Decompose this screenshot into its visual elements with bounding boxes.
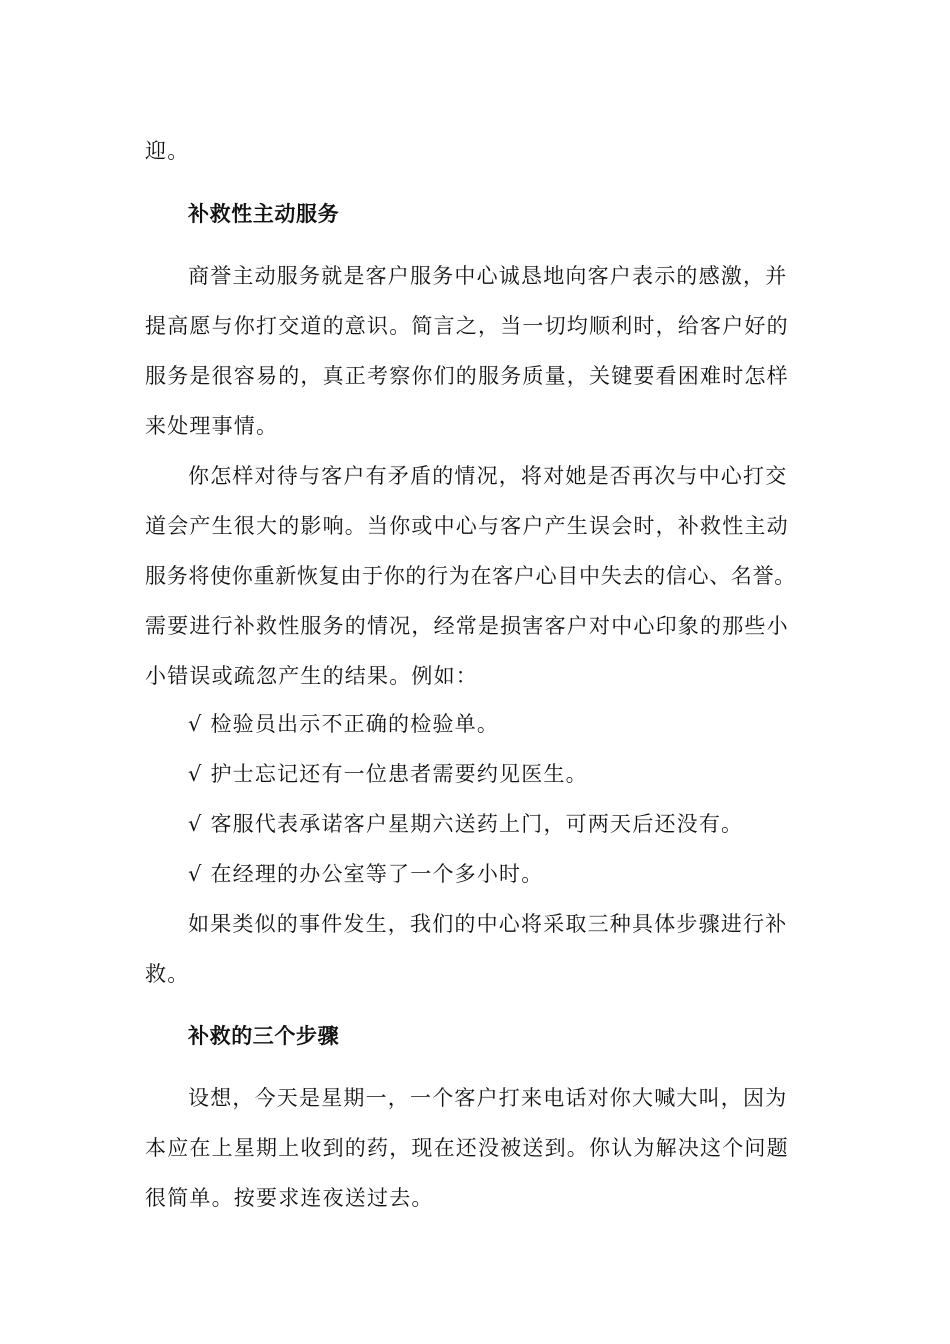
- paragraph-line: 需要进行补救性服务的情况，经常是损害客户对中心印象的那些小: [145, 614, 789, 638]
- paragraph-line: 服务将使你重新恢复由于你的行为在客户心目中失去的信心、名誉。: [145, 564, 796, 588]
- paragraph-line: 道会产生很大的影响。当你或中心与客户产生误会时，补救性主动: [145, 514, 789, 538]
- paragraph-line: 商誉主动服务就是客户服务中心诚恳地向客户表示的感激，并: [188, 264, 788, 288]
- list-item: √ 护士忘记还有一位患者需要约见医生。: [188, 762, 588, 786]
- paragraph-line: 设想，今天是星期一，一个客户打来电话对你大喊大叫，因为: [188, 1086, 788, 1110]
- paragraph-line: 本应在上星期上收到的药，现在还没被送到。你认为解决这个问题: [145, 1136, 789, 1160]
- section-heading: 补救性主动服务: [188, 202, 340, 226]
- paragraph-line: 提高愿与你打交道的意识。简言之，当一切均顺利时，给客户好的: [145, 314, 789, 338]
- paragraph-line: 来处理事情。: [145, 414, 279, 438]
- paragraph-line: 救。: [145, 962, 190, 986]
- list-item: √ 在经理的办公室等了一个多小时。: [188, 862, 544, 886]
- paragraph-line: 服务是很容易的，真正考察你们的服务质量，关键要看困难时怎样: [145, 364, 789, 388]
- paragraph-line: 小错误或疏忽产生的结果。例如：: [145, 664, 478, 688]
- paragraph-line: 你怎样对待与客户有矛盾的情况，将对她是否再次与中心打交: [188, 464, 788, 488]
- paragraph-line: 很简单。按要求连夜送过去。: [145, 1186, 434, 1210]
- list-item: √ 检验员出示不正确的检验单。: [188, 712, 500, 736]
- section-heading: 补救的三个步骤: [188, 1024, 340, 1048]
- paragraph-line: 迎。: [145, 139, 190, 163]
- paragraph-line: 如果类似的事件发生，我们的中心将采取三种具体步骤进行补: [188, 912, 788, 936]
- list-item: √ 客服代表承诺客户星期六送药上门，可两天后还没有。: [188, 812, 744, 836]
